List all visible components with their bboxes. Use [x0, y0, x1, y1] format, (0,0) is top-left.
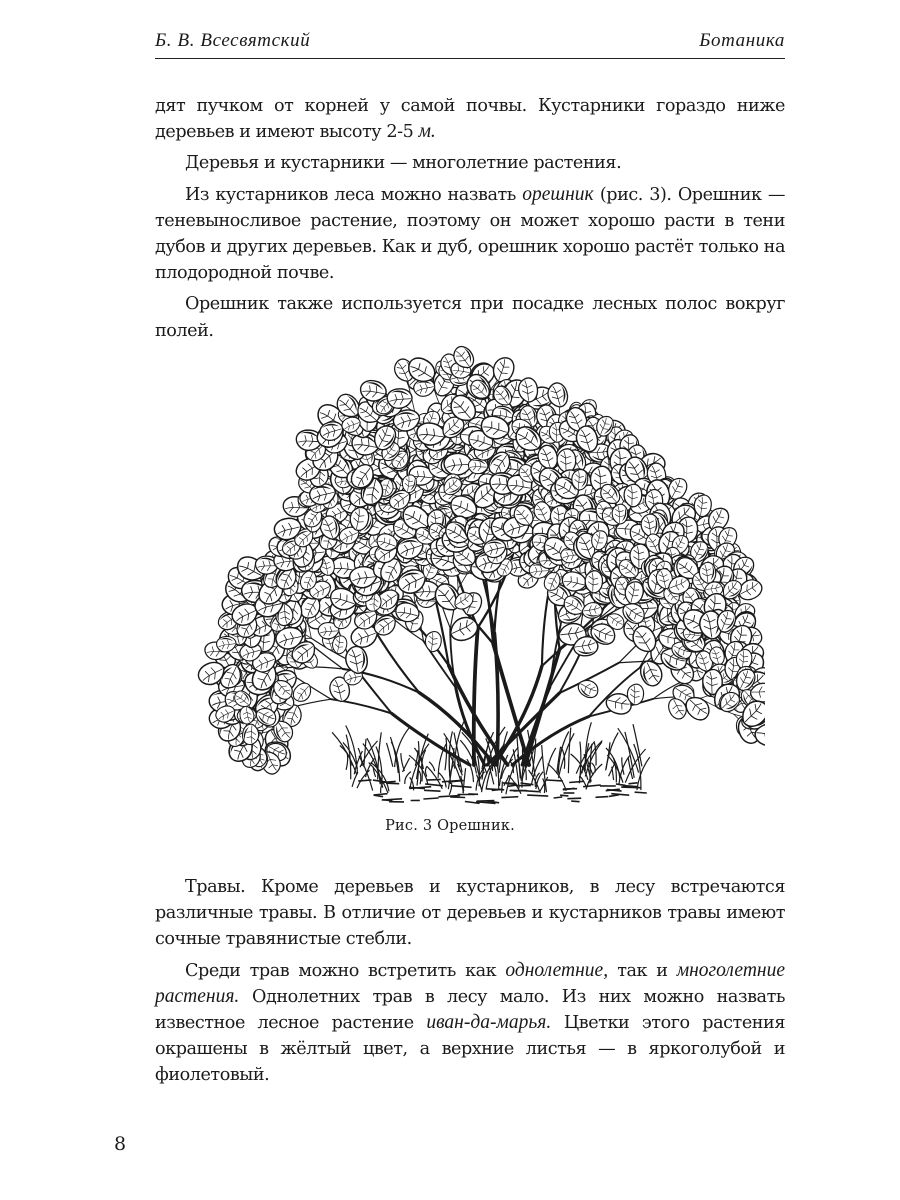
ground-hatch: [424, 790, 440, 791]
grass-blade: [403, 758, 410, 772]
grass-blade: [536, 772, 543, 789]
ground-hatch: [567, 798, 581, 799]
figure-caption: Рис. 3 Орешник.: [385, 818, 515, 834]
ground-hatch: [527, 795, 548, 796]
ground-hatch: [382, 800, 392, 801]
ground-hatch: [569, 781, 584, 782]
paragraph: Орешник также используется при посадке лесных полос вокруг полей.: [155, 294, 785, 341]
ground-hatch: [423, 798, 438, 799]
ground-hatch: [560, 795, 568, 796]
grass-blade: [607, 755, 623, 783]
ground-hatch: [609, 795, 619, 797]
ground-hatch: [546, 780, 563, 781]
ground-hatch: [616, 784, 626, 786]
branch: [542, 589, 549, 666]
grass-blade: [419, 771, 421, 784]
grass-blade: [364, 739, 366, 767]
grass-blade: [612, 767, 614, 780]
ground-hatch: [501, 797, 518, 798]
ground-hatch: [450, 797, 465, 798]
grass-blade: [390, 737, 398, 773]
bush-leaves: [195, 343, 765, 776]
ground-hatch: [386, 783, 399, 784]
body-text-bottom: [155, 874, 785, 1089]
hazel-bush-illustration: [195, 325, 765, 815]
grass-blade: [425, 766, 427, 777]
header-author: Б. В. Всесвятский: [155, 30, 311, 51]
grass-blade: [445, 738, 447, 771]
grass-blade: [387, 743, 393, 767]
leaf: [582, 602, 603, 619]
page-number: 8: [114, 1133, 127, 1155]
ground-hatch: [571, 801, 579, 802]
header-section-title: Ботаника: [699, 30, 785, 51]
ground-hatch: [596, 797, 609, 798]
grass-blade: [352, 772, 358, 787]
paragraph: дят пучком от корней у самой почвы. Кустарники гораздо ниже деревьев и имеют высоту 2-5 м.: [155, 96, 785, 143]
paragraph: Среди трав можно встретить как однолетние, так и многолетние растения. Однолетних трав в лесу мало. Из них можно назвать известное лесное растение иван-да-марья. Цветки этого растения окрашены в жёлтый цвет, а верхние листья — в яркоголубой и фиолетовый.: [155, 959, 785, 1086]
hazel-bush-drawing: [195, 325, 765, 815]
grass-blade: [332, 732, 357, 774]
ground-hatch: [508, 785, 518, 786]
grass-blade: [357, 770, 370, 788]
grass-blade: [502, 782, 503, 793]
leaf: [423, 630, 443, 653]
ground-hatch: [374, 794, 388, 795]
grass-blade: [568, 728, 570, 774]
ground-hatch: [635, 792, 647, 793]
grass-blade: [346, 753, 348, 770]
grass-blade: [548, 764, 567, 791]
ground-hatch: [554, 797, 563, 798]
grass-blade: [625, 749, 645, 783]
ground-hatch: [621, 787, 641, 788]
paragraph: Травы. Кроме деревьев и кустарников, в лесу встречаются различные травы. В отличие от деревьев и кустарников травы имеют сочные травянистые стебли.: [155, 877, 785, 950]
ground-hatch: [503, 783, 516, 784]
ground-hatch: [427, 779, 441, 780]
paragraph: Деревья и кустарники — многолетние растения.: [185, 153, 622, 174]
leaf: [387, 389, 412, 409]
body-text-top: [155, 93, 785, 344]
leaf: [575, 676, 601, 701]
running-header: [155, 28, 785, 59]
paragraph: Из кустарников леса можно назвать орешник (рис. 3). Орешник — теневыносливое растение, поэтому он может хорошо расти в тени дубов и других деревьев. Как и дуб, орешник хорошо растёт только на плодородной почве.: [155, 183, 785, 284]
ground-hatch: [451, 786, 472, 788]
grass-blade: [591, 763, 595, 773]
ground-hatch: [629, 783, 638, 784]
